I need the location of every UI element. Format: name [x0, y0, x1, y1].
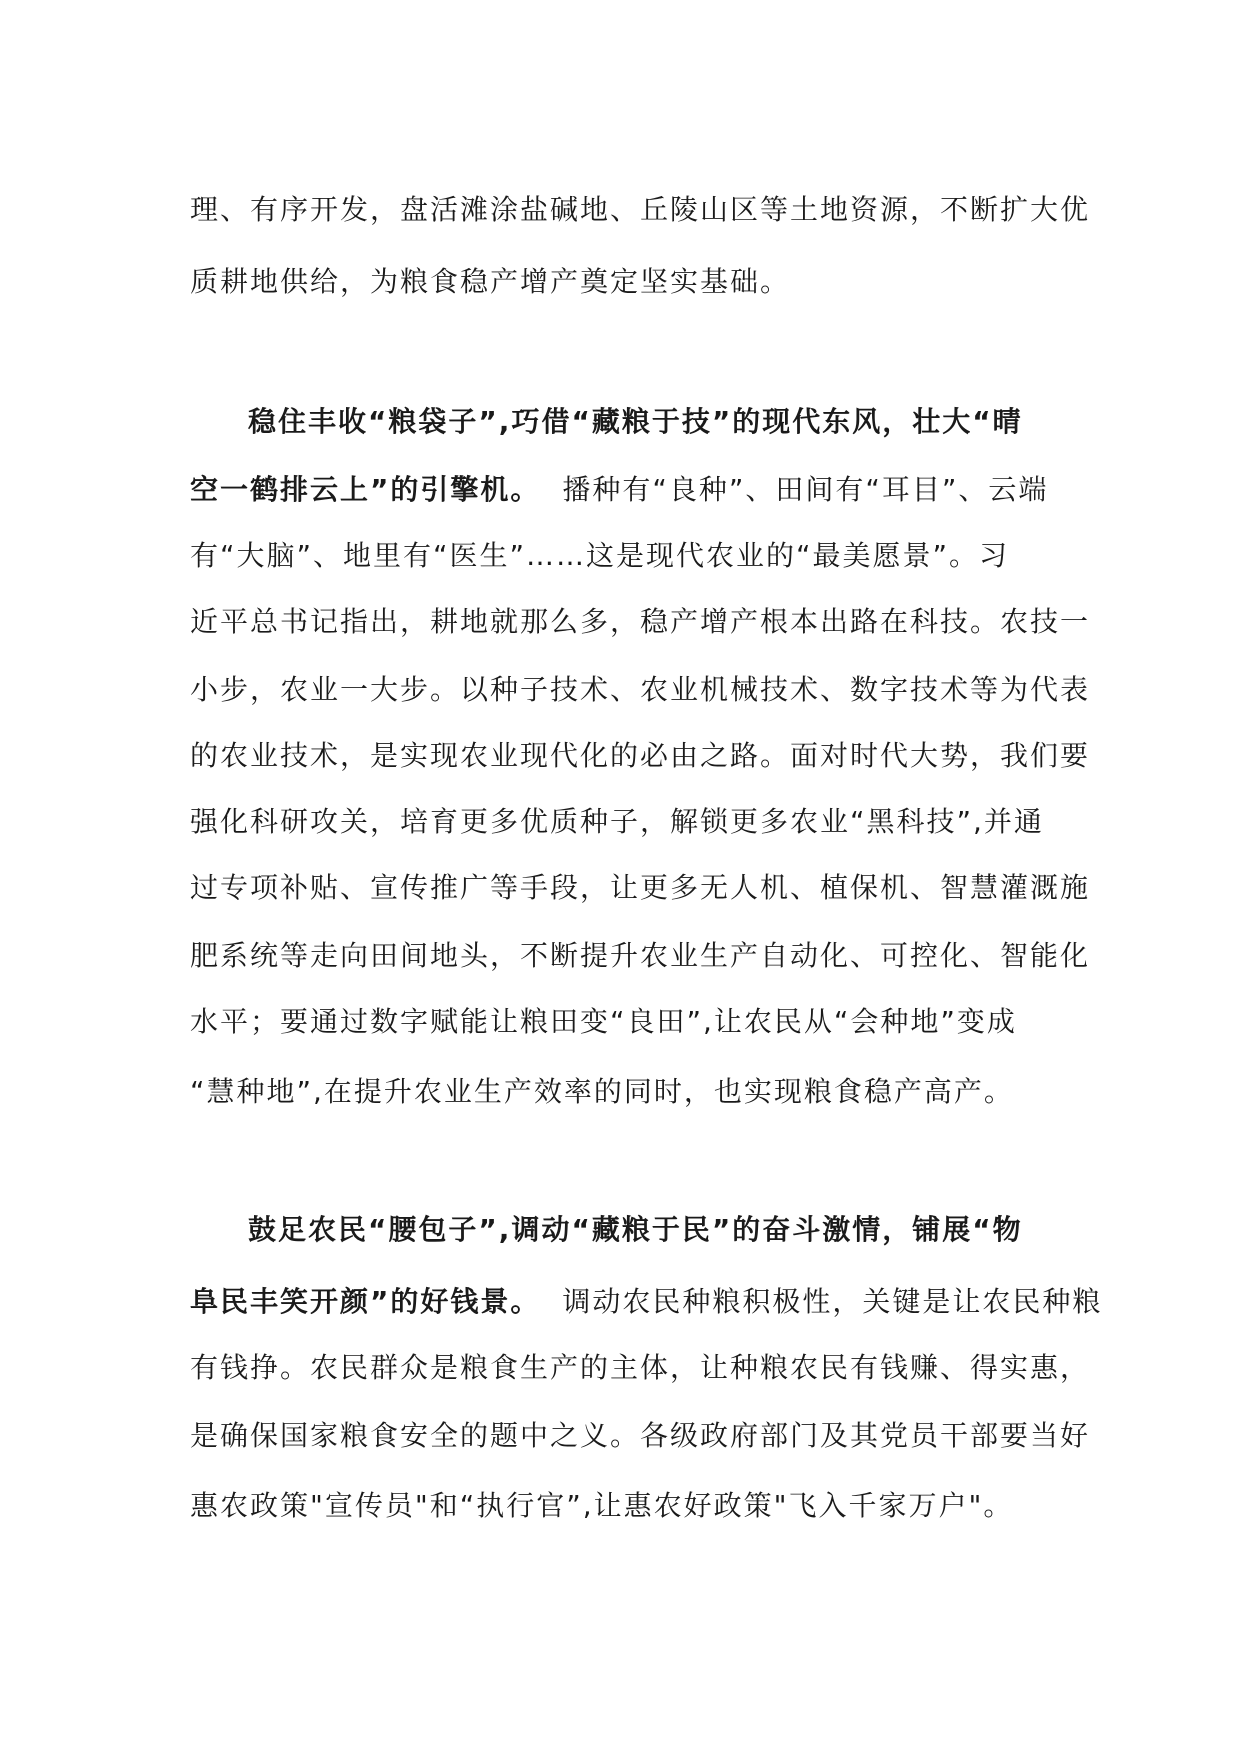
- paragraph-1-line-1: 理、有序开发，盘活滩涂盐碱地、丘陵山区等土地资源，不断扩大优: [190, 193, 1091, 226]
- paragraph-2-line-7: 强化科研攻关，培育更多优质种子，解锁更多农业“黑科技”,并通: [190, 805, 1044, 838]
- paragraph-3-line-5: 惠农政策"宣传员"和“执行官”,让惠农好政策"飞入千家万户"。: [190, 1489, 1014, 1522]
- paragraph-3-heading-line-2: 阜民丰笑开颜”的好钱景。: [190, 1285, 541, 1318]
- paragraph-2-line-10: 水平；要通过数字赋能让粮田变“良田”,让农民从“会种地”变成: [190, 1005, 1017, 1038]
- paragraph-3-line-4: 是确保国家粮食安全的题中之义。各级政府部门及其党员干部要当好: [190, 1419, 1091, 1452]
- paragraph-3-line-2: [190, 1282, 1103, 1322]
- paragraph-2-line-4: 近平总书记指出，耕地就那么多，稳产增产根本出路在科技。农技一: [190, 605, 1091, 638]
- paragraph-2-line-3: 有“大脑”、地里有“医生”……这是现代农业的“最美愿景”。习: [190, 539, 1010, 572]
- paragraph-2-line-11: “慧种地”,在提升农业生产效率的同时，也实现粮食稳产高产。: [190, 1075, 1014, 1108]
- paragraph-2-line-2-text: 播种有“良种”、田间有“耳目”、云端: [562, 473, 1049, 506]
- paragraph-2-line-5: 小步，农业一大步。以种子技术、农业机械技术、数字技术等为代表: [190, 673, 1091, 706]
- paragraph-2-line-6: 的农业技术，是实现农业现代化的必由之路。面对时代大势，我们要: [190, 739, 1091, 772]
- paragraph-2-heading-line-1: 稳住丰收“粮袋子”,巧借“藏粮于技”的现代东风，壮大“晴: [248, 405, 1023, 438]
- paragraph-3-line-2-text: 调动农民种粮积极性，关键是让农民种粮: [562, 1285, 1103, 1318]
- paragraph-2-line-2: [190, 470, 1070, 510]
- paragraph-2-heading-line-2: 空一鹤排云上”的引擎机。: [190, 473, 541, 506]
- paragraph-3-line-3: 有钱挣。农民群众是粮食生产的主体，让种粮农民有钱赚、得实惠，: [190, 1351, 1091, 1384]
- paragraph-1-line-2: 质耕地供给，为粮食稳产增产奠定坚实基础。: [190, 265, 791, 298]
- paragraph-2-line-8: 过专项补贴、宣传推广等手段，让更多无人机、植保机、智慧灌溉施: [190, 871, 1091, 904]
- paragraph-2-line-9: 肥系统等走向田间地头，不断提升农业生产自动化、可控化、智能化: [190, 939, 1091, 972]
- paragraph-3-heading-line-1: 鼓足农民“腰包子”,调动“藏粮于民”的奋斗激情，铺展“物: [248, 1213, 1023, 1246]
